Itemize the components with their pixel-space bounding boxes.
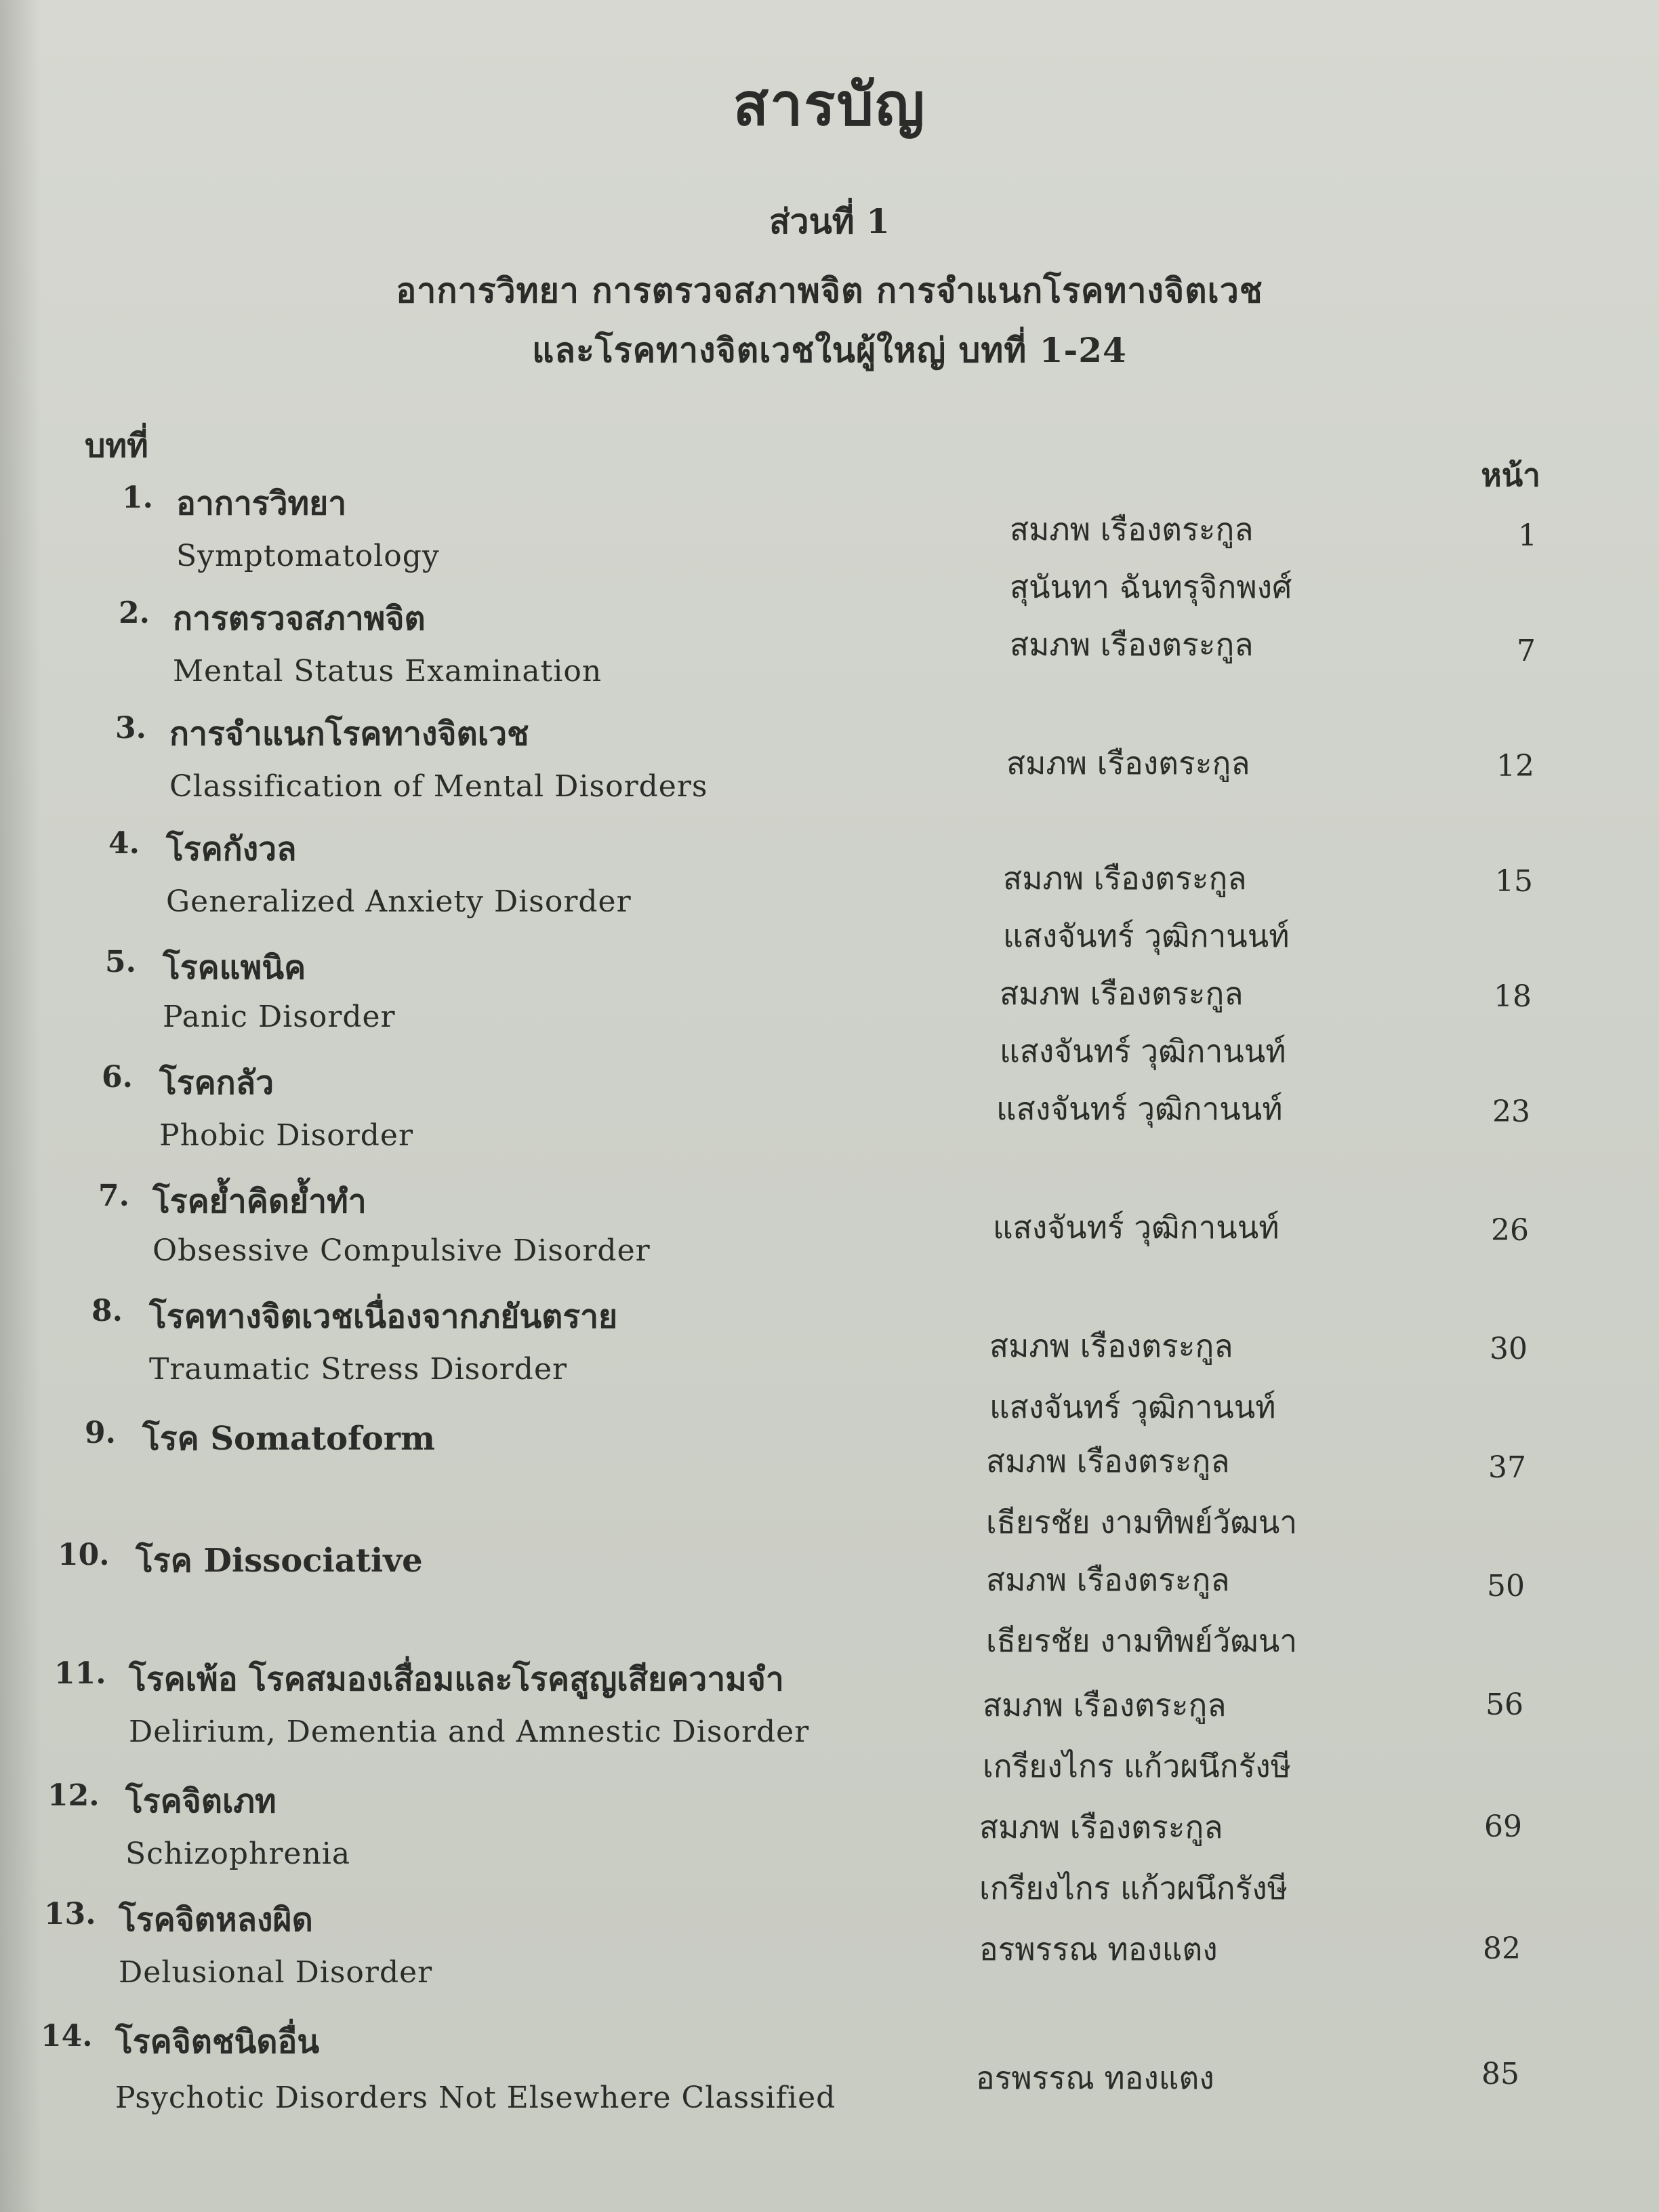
chapter-page-number: 18 (1494, 979, 1532, 1014)
chapter-author: สมภพ เรืองตระกูล (986, 1561, 1230, 1598)
page-column-header: หน้า (1481, 457, 1540, 493)
chapter-page-number: 30 (1490, 1332, 1528, 1366)
chapter-number: 11. (54, 1656, 106, 1691)
chapter-number: 1. (122, 480, 153, 515)
chapter-author: แสงจันทร์ วุฒิกานนท์ (996, 1090, 1283, 1127)
part-title-line-1: อาการวิทยา การตรวจสภาพจิต การจำแนกโรคทางจิตเวช (396, 270, 1263, 310)
chapter-number: 3. (115, 711, 146, 745)
chapter-author: เกรียงไกร แก้วผนึกรังษี (983, 1748, 1292, 1784)
chapter-author: สมภพ เรืองตระกูล (1003, 860, 1247, 897)
chapter-author: แสงจันทร์ วุฒิกานนท์ (989, 1389, 1276, 1425)
chapter-title-thai: โรคจิตเภท (125, 1782, 276, 1820)
chapter-title-english: Delirium, Dementia and Amnestic Disorder (129, 1715, 810, 1749)
chapter-title-thai: โรคย้ำคิดย้ำทำ (152, 1183, 367, 1221)
chapter-author: สมภพ เรืองตระกูล (983, 1687, 1227, 1723)
chapter-title-thai: โรคเพ้อ โรคสมองเสื่อมและโรคสูญเสียความจำ (129, 1660, 784, 1698)
chapter-author: สมภพ เรืองตระกูล (979, 1809, 1223, 1845)
chapter-number: 4. (108, 826, 140, 861)
chapter-author: แสงจันทร์ วุฒิกานนท์ (993, 1209, 1279, 1246)
chapter-title-english: Panic Disorder (163, 1000, 396, 1034)
chapter-title-english: Classification of Mental Disorders (169, 769, 708, 804)
chapter-page-number: 56 (1486, 1687, 1523, 1722)
chapter-number: 7. (98, 1179, 129, 1213)
chapter-page-number: 69 (1484, 1809, 1522, 1844)
chapter-author: เธียรชัย งามทิพย์วัฒนา (986, 1504, 1298, 1540)
chapter-number: 14. (41, 2019, 93, 2053)
chapter-author: สมภพ เรืองตระกูล (989, 1328, 1233, 1364)
chapter-page-number: 85 (1481, 2057, 1519, 2091)
chapter-column-header: บทที่ (85, 427, 148, 465)
chapter-author: เกรียงไกร แก้วผนึกรังษี (979, 1870, 1288, 1906)
chapter-title-english: Delusional Disorder (119, 1955, 433, 1990)
chapter-title-thai: โรคจิตชนิดอื่น (115, 2023, 320, 2061)
chapter-number: 9. (85, 1416, 116, 1450)
chapter-author: สมภพ เรืองตระกูล (1006, 745, 1250, 781)
chapter-author: อรพรรณ ทองแตง (976, 2060, 1214, 2096)
chapter-author: อรพรรณ ทองแตง (979, 1931, 1218, 1967)
chapter-author: สมภพ เรืองตระกูล (1010, 626, 1254, 663)
chapter-number: 13. (44, 1897, 96, 1931)
chapter-page-number: 7 (1517, 634, 1536, 668)
chapter-title-thai: อาการวิทยา (176, 485, 347, 523)
chapter-title-english: Symptomatology (176, 539, 440, 573)
chapter-author: สมภพ เรืองตระกูล (1000, 975, 1244, 1012)
chapter-title-thai: การตรวจสภาพจิต (173, 600, 426, 638)
chapter-author: สมภพ เรืองตระกูล (986, 1443, 1230, 1479)
chapter-number: 12. (47, 1778, 100, 1813)
chapter-page-number: 37 (1488, 1450, 1526, 1485)
chapter-number: 6. (102, 1060, 133, 1094)
chapter-title-english: Mental Status Examination (173, 654, 602, 689)
chapter-title-thai: โรคกลัว (159, 1064, 274, 1102)
chapter-number: 5. (105, 945, 136, 979)
chapter-title-thai: โรค Somatoform (142, 1420, 435, 1458)
chapter-title-english: Schizophrenia (125, 1837, 351, 1871)
chapter-page-number: 82 (1483, 1931, 1521, 1966)
chapter-title-thai: โรคจิตหลงผิด (119, 1901, 313, 1939)
chapter-author: เธียรชัย งามทิพย์วัฒนา (986, 1622, 1298, 1659)
page-title: สารบัญ (733, 70, 926, 139)
chapter-title-thai: โรค Dissociative (136, 1542, 423, 1580)
chapter-page-number: 50 (1487, 1569, 1525, 1603)
chapter-title-english: Phobic Disorder (159, 1118, 413, 1153)
chapter-title-thai: การจำแนกโรคทางจิตเวช (169, 715, 529, 753)
part-heading: ส่วนที่ 1 (769, 201, 890, 241)
chapter-page-number: 12 (1496, 749, 1534, 783)
chapter-title-thai: โรคกังวล (166, 830, 297, 868)
chapter-number: 10. (58, 1538, 110, 1572)
chapter-author: แสงจันทร์ วุฒิกานนท์ (1003, 918, 1290, 954)
chapter-page-number: 26 (1491, 1213, 1529, 1248)
chapter-title-english: Obsessive Compulsive Disorder (152, 1233, 651, 1268)
chapter-author: สมภพ เรืองตระกูล (1010, 511, 1254, 548)
chapter-title-thai: โรคทางจิตเวชเนื่องจากภยันตราย (149, 1298, 618, 1336)
chapter-number: 2. (119, 596, 150, 630)
part-title-line-2: และโรคทางจิตเวชในผู้ใหญ่ บทที่ 1-24 (532, 330, 1127, 370)
chapter-title-english: Psychotic Disorders Not Elsewhere Classified (115, 2081, 836, 2115)
chapter-title-english: Traumatic Stress Disorder (149, 1352, 568, 1387)
chapter-page-number: 23 (1492, 1094, 1530, 1129)
chapter-page-number: 1 (1518, 518, 1537, 553)
chapter-author: แสงจันทร์ วุฒิกานนท์ (1000, 1033, 1286, 1069)
chapter-page-number: 15 (1495, 864, 1533, 899)
chapter-title-thai: โรคแพนิค (163, 949, 306, 987)
chapter-author: สุนันทา ฉันทรุจิกพงศ์ (1010, 569, 1292, 605)
chapter-number: 8. (91, 1294, 123, 1328)
chapter-title-english: Generalized Anxiety Disorder (166, 884, 632, 919)
